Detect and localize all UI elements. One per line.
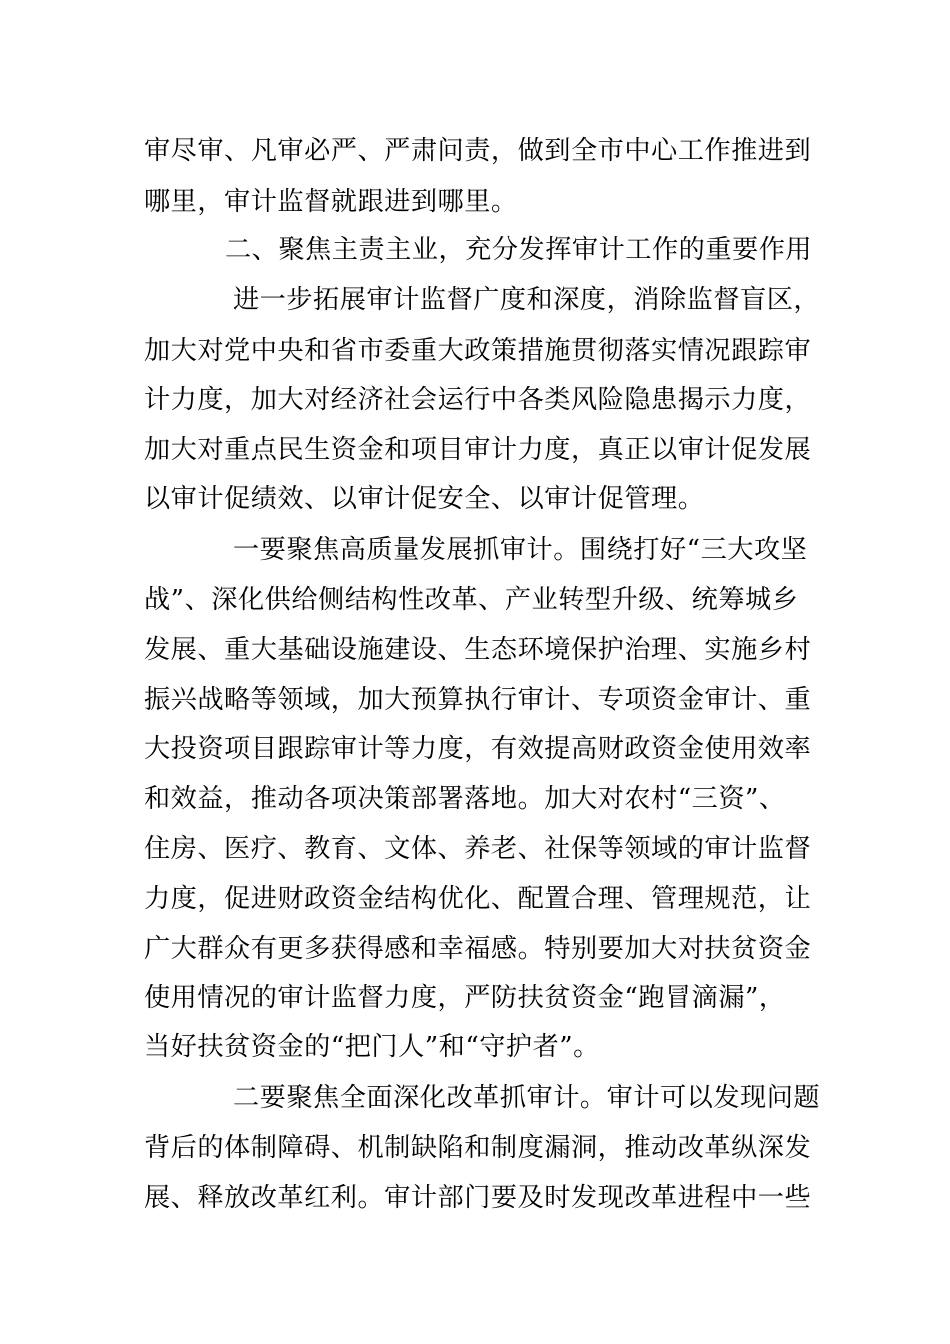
text-line: 加大对党中央和省市委重大政策措施贯彻落实情况跟踪审	[144, 336, 812, 366]
text-line: 背后的体制障碍、机制缺陷和制度漏洞，推动改革纵深发	[144, 1133, 812, 1163]
text-line: 战”、深化供给侧结构性改革、产业转型升级、统筹城乡	[144, 585, 799, 615]
text-line: 住房、医疗、教育、文体、养老、社保等领域的审计监督	[144, 834, 812, 864]
text-line: 审尽审、凡审必严、严肃问责，做到全市中心工作推进到	[144, 136, 812, 166]
text-line: 使用情况的审计监督力度，严防扶贫资金“跑冒滴漏”，	[144, 983, 786, 1013]
text-line: 大投资项目跟踪审计等力度，有效提高财政资金使用效率	[144, 734, 812, 764]
paragraph-first-line: 一要聚焦高质量发展抓审计。围绕打好“三大攻坚	[233, 535, 808, 565]
text-line: 力度，促进财政资金结构优化、配置合理、管理规范，让	[144, 884, 812, 914]
text-line: 广大群众有更多获得感和幸福感。特别要加大对扶贫资金	[144, 934, 812, 964]
paragraph-first-line: 二要聚焦全面深化改革抓审计。审计可以发现问题	[233, 1083, 821, 1113]
text-line: 展、释放改革红利。审计部门要及时发现改革进程中一些	[144, 1183, 812, 1213]
text-line: 计力度，加大对经济社会运行中各类风险隐患揭示力度，	[144, 385, 812, 415]
text-line: 以审计促绩效、以审计促安全、以审计促管理。	[144, 484, 705, 514]
text-line: 哪里，审计监督就跟进到哪里。	[144, 187, 518, 217]
text-line: 发展、重大基础设施建设、生态环境保护治理、实施乡村	[144, 635, 812, 665]
text-line: 加大对重点民生资金和项目审计力度，真正以审计促发展	[144, 435, 812, 465]
text-line: 当好扶贫资金的“把门人”和“守护者”。	[144, 1032, 600, 1062]
section-heading: 二、聚焦主责主业，充分发挥审计工作的重要作用	[225, 235, 813, 265]
text-line: 和效益，推动各项决策部署落地。加大对农村“三资”、	[144, 784, 786, 814]
text-line: 振兴战略等领域，加大预算执行审计、专项资金审计、重	[144, 685, 812, 715]
paragraph-first-line: 进一步拓展审计监督广度和深度，消除监督盲区，	[233, 285, 821, 315]
